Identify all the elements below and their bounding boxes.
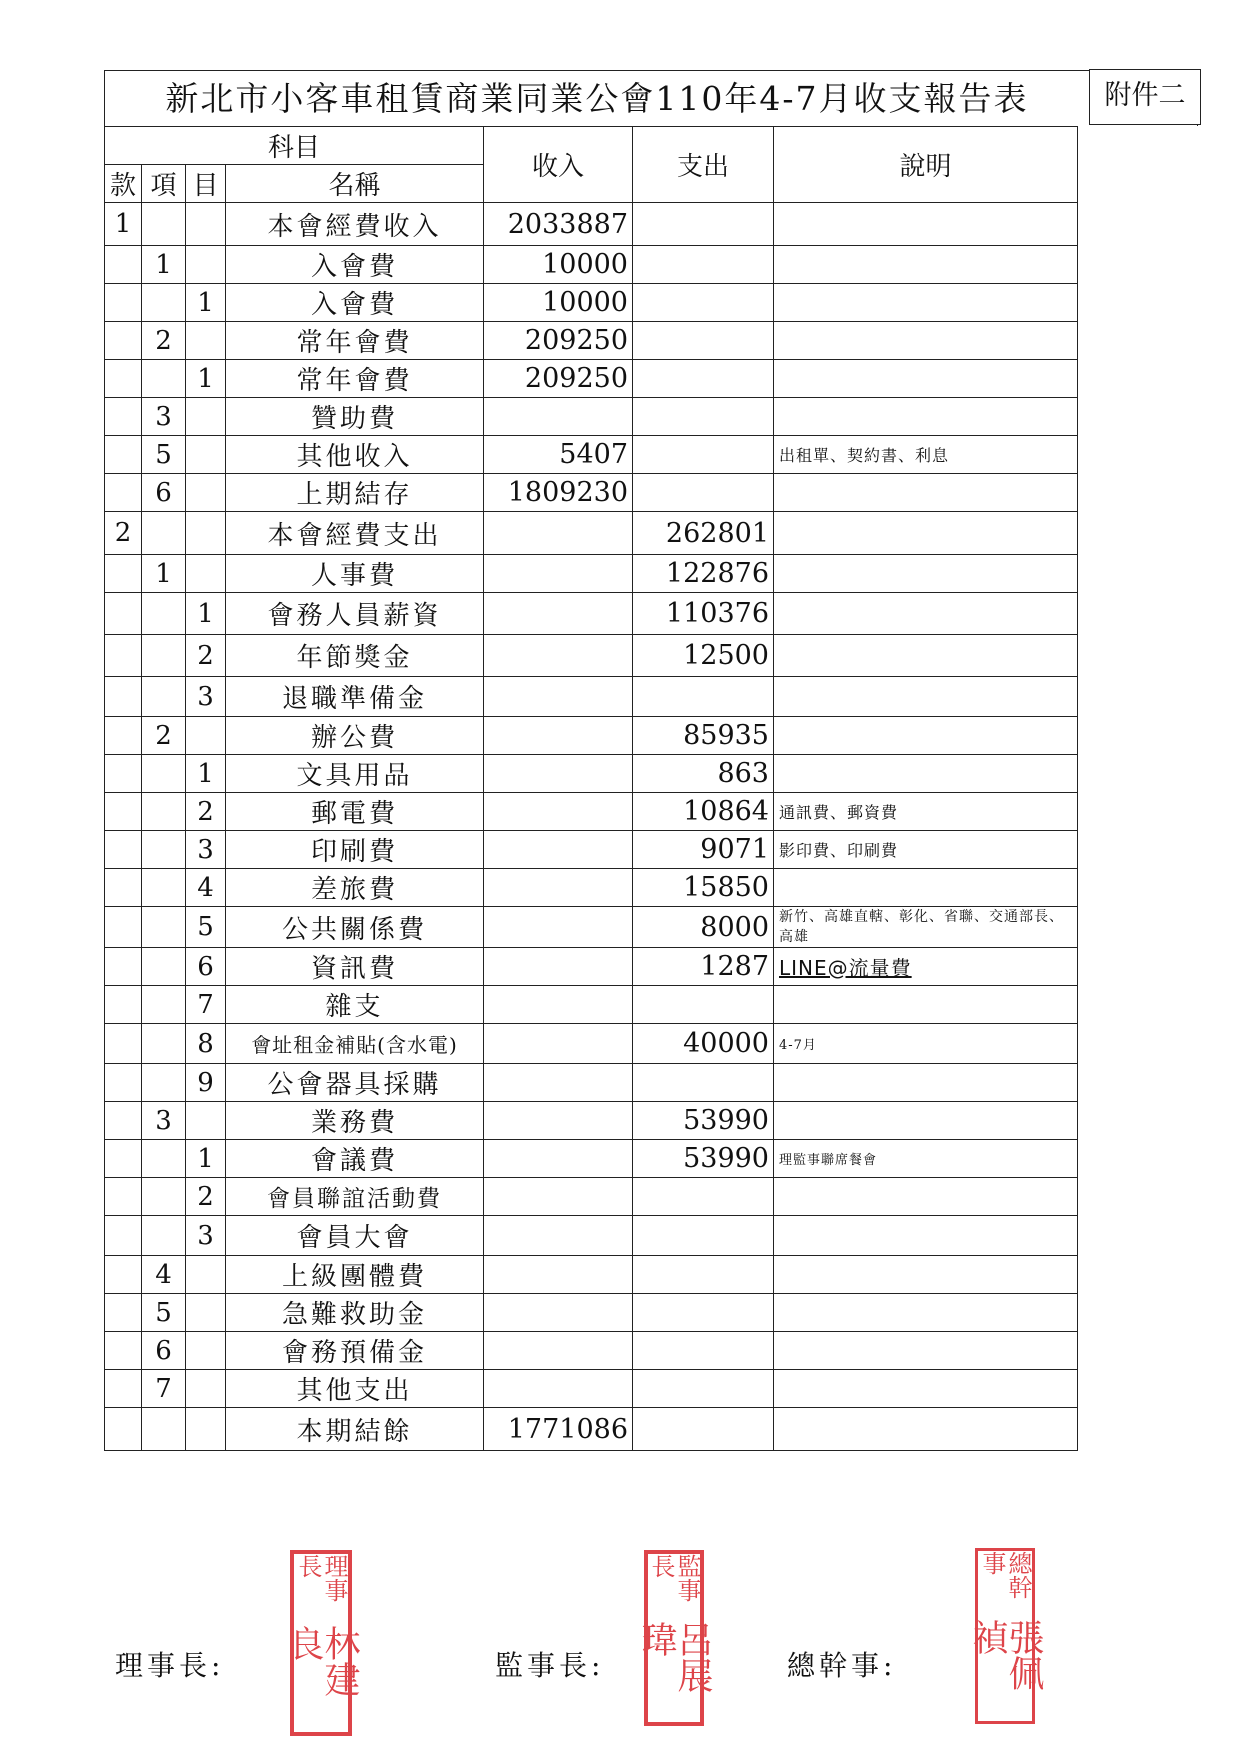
note-cell	[774, 555, 1078, 593]
name-cell: 其他收入	[226, 436, 484, 474]
kuan-cell	[105, 986, 142, 1024]
note-cell	[774, 593, 1078, 635]
note-cell	[774, 1256, 1078, 1294]
expense-cell: 85935	[633, 717, 774, 755]
xiang-cell	[142, 677, 186, 717]
income-cell	[484, 1178, 633, 1216]
mu-cell	[186, 1256, 226, 1294]
xiang-cell	[142, 593, 186, 635]
expense-cell	[633, 1408, 774, 1451]
note-cell	[774, 1294, 1078, 1332]
note-cell	[774, 1332, 1078, 1370]
income-cell	[484, 1064, 633, 1102]
table-row	[105, 1024, 1078, 1064]
kuan-cell: 1	[105, 203, 142, 246]
mu-cell: 8	[186, 1024, 226, 1064]
income-cell	[484, 512, 633, 555]
secretary-seal	[967, 1548, 1044, 1724]
mu-cell: 6	[186, 948, 226, 986]
income-cell	[484, 555, 633, 593]
name-cell: 業務費	[226, 1102, 484, 1140]
name-cell: 印刷費	[226, 831, 484, 869]
note-cell	[774, 869, 1078, 907]
income-cell: 2033887	[484, 203, 633, 246]
xiang-cell: 1	[142, 246, 186, 284]
supervisor-seal-title: 監事長	[647, 1554, 701, 1602]
xiang-cell	[142, 755, 186, 793]
xiang-cell	[142, 986, 186, 1024]
income-cell	[484, 1024, 633, 1064]
kuan-cell	[105, 793, 142, 831]
kuan-cell	[105, 246, 142, 284]
kuan-cell	[105, 869, 142, 907]
kuan-cell	[105, 1256, 142, 1294]
table-row	[105, 203, 1078, 246]
income-cell	[484, 1332, 633, 1370]
table-row	[105, 677, 1078, 717]
income-cell	[484, 677, 633, 717]
xiang-cell: 5	[142, 1294, 186, 1332]
kuan-cell	[105, 1370, 142, 1408]
mu-cell: 4	[186, 869, 226, 907]
table-row	[105, 1332, 1078, 1370]
header-subject: 科目	[105, 127, 484, 165]
expense-cell: 12500	[633, 635, 774, 677]
income-cell: 1771086	[484, 1408, 633, 1451]
xiang-cell: 2	[142, 717, 186, 755]
table-row	[105, 986, 1078, 1024]
table-row	[105, 246, 1078, 284]
note-cell	[774, 322, 1078, 360]
expense-cell	[633, 1178, 774, 1216]
xiang-cell	[142, 512, 186, 555]
kuan-cell	[105, 1332, 142, 1370]
xiang-cell	[142, 1216, 186, 1256]
note-cell	[774, 284, 1078, 322]
name-cell: 辦公費	[226, 717, 484, 755]
name-cell: 上級團體費	[226, 1256, 484, 1294]
xiang-cell: 5	[142, 436, 186, 474]
xiang-cell	[142, 203, 186, 246]
secretary-signature-label: 總幹事:	[787, 1649, 897, 1682]
mu-cell	[186, 203, 226, 246]
table-row	[105, 1370, 1078, 1408]
table-row	[105, 1064, 1078, 1102]
name-cell: 人事費	[226, 555, 484, 593]
mu-cell	[186, 717, 226, 755]
mu-cell	[186, 1370, 226, 1408]
income-cell: 10000	[484, 284, 633, 322]
kuan-cell	[105, 360, 142, 398]
expense-cell	[633, 986, 774, 1024]
income-cell	[484, 593, 633, 635]
note-cell: 新竹、高雄直轄、彰化、省聯、交通部長、高雄	[774, 907, 1078, 948]
table-row	[105, 360, 1078, 398]
kuan-cell	[105, 398, 142, 436]
expense-cell: 53990	[633, 1140, 774, 1178]
expense-cell: 8000	[633, 907, 774, 948]
kuan-cell	[105, 677, 142, 717]
kuan-cell	[105, 1294, 142, 1332]
header-xiang: 項	[142, 165, 186, 203]
income-cell	[484, 1256, 633, 1294]
income-cell	[484, 755, 633, 793]
name-cell: 其他支出	[226, 1370, 484, 1408]
income-cell	[484, 793, 633, 831]
income-cell	[484, 1140, 633, 1178]
mu-cell: 2	[186, 1178, 226, 1216]
expense-cell	[633, 322, 774, 360]
mu-cell	[186, 1102, 226, 1140]
name-cell: 會務預備金	[226, 1332, 484, 1370]
kuan-cell	[105, 555, 142, 593]
kuan-cell	[105, 948, 142, 986]
name-cell: 常年會費	[226, 322, 484, 360]
name-cell: 本會經費支出	[226, 512, 484, 555]
expense-cell: 863	[633, 755, 774, 793]
mu-cell: 1	[186, 360, 226, 398]
expense-cell: 53990	[633, 1102, 774, 1140]
mu-cell	[186, 398, 226, 436]
note-cell	[774, 1408, 1078, 1451]
note-cell	[774, 755, 1078, 793]
xiang-cell	[142, 1178, 186, 1216]
name-cell: 會議費	[226, 1140, 484, 1178]
note-cell	[774, 677, 1078, 717]
expense-cell	[633, 203, 774, 246]
note-cell	[774, 635, 1078, 677]
xiang-cell	[142, 1408, 186, 1451]
income-cell	[484, 948, 633, 986]
kuan-cell	[105, 1216, 142, 1256]
mu-cell: 5	[186, 907, 226, 948]
kuan-cell	[105, 284, 142, 322]
table-row	[105, 831, 1078, 869]
supervisor-signature-label: 監事長:	[495, 1649, 605, 1682]
secretary-seal-title: 總幹事	[978, 1551, 1032, 1599]
header-note: 說明	[774, 127, 1078, 203]
mu-cell	[186, 474, 226, 512]
expense-cell	[633, 246, 774, 284]
mu-cell: 3	[186, 677, 226, 717]
table-row	[105, 869, 1078, 907]
xiang-cell: 6	[142, 1332, 186, 1370]
income-cell	[484, 717, 633, 755]
note-cell	[774, 1370, 1078, 1408]
name-cell: 資訊費	[226, 948, 484, 986]
xiang-cell: 1	[142, 555, 186, 593]
note-cell	[774, 246, 1078, 284]
expense-cell: 15850	[633, 869, 774, 907]
mu-cell: 1	[186, 593, 226, 635]
mu-cell: 2	[186, 793, 226, 831]
income-cell	[484, 907, 633, 948]
xiang-cell	[142, 907, 186, 948]
header-kuan: 款	[105, 165, 142, 203]
note-cell	[774, 512, 1078, 555]
xiang-cell: 3	[142, 398, 186, 436]
note-cell	[774, 203, 1078, 246]
note-cell: 影印費、印刷費	[774, 831, 1078, 869]
mu-cell: 3	[186, 831, 226, 869]
mu-cell: 3	[186, 1216, 226, 1256]
name-cell: 雜支	[226, 986, 484, 1024]
secretary-seal-name: 張佩禎	[967, 1619, 1044, 1691]
document-title: 新北市小客車租賃商業同業公會110年4-7月收支報告表	[165, 79, 1029, 118]
kuan-cell	[105, 1064, 142, 1102]
note-cell	[774, 986, 1078, 1024]
kuan-cell: 2	[105, 512, 142, 555]
expense-cell: 110376	[633, 593, 774, 635]
xiang-cell	[142, 1024, 186, 1064]
header-mu: 目	[186, 165, 226, 203]
note-cell	[774, 360, 1078, 398]
attachment-label: 附件二	[1089, 69, 1201, 125]
name-cell: 年節獎金	[226, 635, 484, 677]
xiang-cell	[142, 948, 186, 986]
xiang-cell: 6	[142, 474, 186, 512]
kuan-cell	[105, 1024, 142, 1064]
name-cell: 入會費	[226, 284, 484, 322]
expense-cell	[633, 1216, 774, 1256]
name-cell: 入會費	[226, 246, 484, 284]
name-cell: 贊助費	[226, 398, 484, 436]
kuan-cell	[105, 593, 142, 635]
table-row	[105, 1256, 1078, 1294]
mu-cell	[186, 322, 226, 360]
mu-cell: 7	[186, 986, 226, 1024]
income-cell	[484, 1294, 633, 1332]
expense-cell: 9071	[633, 831, 774, 869]
name-cell: 公共關係費	[226, 907, 484, 948]
kuan-cell	[105, 1102, 142, 1140]
signature-area	[0, 1640, 1241, 1700]
name-cell: 文具用品	[226, 755, 484, 793]
expense-cell	[633, 398, 774, 436]
table-row	[105, 1102, 1078, 1140]
xiang-cell	[142, 635, 186, 677]
name-cell: 上期結存	[226, 474, 484, 512]
note-cell	[774, 1216, 1078, 1256]
xiang-cell: 3	[142, 1102, 186, 1140]
name-cell: 會員聯誼活動費	[226, 1178, 484, 1216]
name-cell: 會址租金補貼(含水電)	[226, 1024, 484, 1064]
xiang-cell	[142, 1140, 186, 1178]
mu-cell: 1	[186, 1140, 226, 1178]
name-cell: 本會經費收入	[226, 203, 484, 246]
mu-cell	[186, 1332, 226, 1370]
table-row	[105, 948, 1078, 986]
note-cell	[774, 1102, 1078, 1140]
expense-cell	[633, 677, 774, 717]
table-row	[105, 1140, 1078, 1178]
income-cell	[484, 1216, 633, 1256]
expense-cell	[633, 1294, 774, 1332]
note-cell	[774, 398, 1078, 436]
note-cell: 理監事聯席餐會	[774, 1140, 1078, 1178]
note-cell: 通訊費、郵資費	[774, 793, 1078, 831]
kuan-cell	[105, 755, 142, 793]
chairman-signature-label: 理事長:	[115, 1649, 225, 1682]
income-cell: 5407	[484, 436, 633, 474]
name-cell: 會員大會	[226, 1216, 484, 1256]
mu-cell	[186, 1408, 226, 1451]
mu-cell	[186, 1294, 226, 1332]
income-cell	[484, 986, 633, 1024]
income-cell	[484, 831, 633, 869]
mu-cell: 1	[186, 284, 226, 322]
kuan-cell	[105, 474, 142, 512]
supervisor-seal-name: 呂展瑋	[636, 1621, 713, 1694]
note-cell: 4-7月	[774, 1024, 1078, 1064]
income-cell: 10000	[484, 246, 633, 284]
expense-cell	[633, 1332, 774, 1370]
expense-cell: 40000	[633, 1024, 774, 1064]
expense-cell: 262801	[633, 512, 774, 555]
income-cell	[484, 1102, 633, 1140]
kuan-cell	[105, 1140, 142, 1178]
name-cell: 郵電費	[226, 793, 484, 831]
kuan-cell	[105, 1178, 142, 1216]
expense-cell	[633, 284, 774, 322]
supervisor-seal	[636, 1550, 713, 1726]
table-row	[105, 635, 1078, 677]
income-cell	[484, 869, 633, 907]
chairman-seal-title: 理事長	[294, 1554, 348, 1602]
expense-cell	[633, 1256, 774, 1294]
name-cell: 退職準備金	[226, 677, 484, 717]
xiang-cell	[142, 360, 186, 398]
income-cell: 1809230	[484, 474, 633, 512]
kuan-cell	[105, 907, 142, 948]
kuan-cell	[105, 322, 142, 360]
expense-cell: 10864	[633, 793, 774, 831]
name-cell: 會務人員薪資	[226, 593, 484, 635]
table-row	[105, 717, 1078, 755]
chairman-seal	[283, 1550, 360, 1736]
table-row	[105, 1294, 1078, 1332]
chairman-seal-name: 林建良	[283, 1625, 360, 1698]
table-row	[105, 436, 1078, 474]
name-cell: 常年會費	[226, 360, 484, 398]
note-cell	[774, 474, 1078, 512]
header-name: 名稱	[226, 165, 484, 203]
mu-cell	[186, 436, 226, 474]
table-row	[105, 593, 1078, 635]
expense-cell	[633, 1064, 774, 1102]
expense-cell: 122876	[633, 555, 774, 593]
xiang-cell	[142, 831, 186, 869]
table-row	[105, 1408, 1078, 1451]
note-cell	[774, 717, 1078, 755]
income-cell	[484, 1370, 633, 1408]
table-row	[105, 512, 1078, 555]
mu-cell: 9	[186, 1064, 226, 1102]
name-cell: 差旅費	[226, 869, 484, 907]
name-cell: 公會器具採購	[226, 1064, 484, 1102]
mu-cell: 1	[186, 755, 226, 793]
name-cell: 本期結餘	[226, 1408, 484, 1451]
expense-cell: 1287	[633, 948, 774, 986]
mu-cell	[186, 246, 226, 284]
xiang-cell	[142, 793, 186, 831]
note-cell	[774, 1178, 1078, 1216]
table-row	[105, 1178, 1078, 1216]
kuan-cell	[105, 635, 142, 677]
kuan-cell	[105, 831, 142, 869]
income-expense-table	[104, 126, 1078, 1451]
expense-cell	[633, 1370, 774, 1408]
table-row	[105, 755, 1078, 793]
name-cell: 急難救助金	[226, 1294, 484, 1332]
note-cell: LINE@流量費	[774, 948, 1078, 986]
table-row	[105, 398, 1078, 436]
xiang-cell	[142, 284, 186, 322]
xiang-cell	[142, 869, 186, 907]
mu-cell: 2	[186, 635, 226, 677]
header-income: 收入	[484, 127, 633, 203]
table-row	[105, 284, 1078, 322]
kuan-cell	[105, 717, 142, 755]
kuan-cell	[105, 1408, 142, 1451]
income-cell: 209250	[484, 322, 633, 360]
mu-cell	[186, 555, 226, 593]
xiang-cell: 7	[142, 1370, 186, 1408]
xiang-cell: 2	[142, 322, 186, 360]
note-cell	[774, 1064, 1078, 1102]
table-row	[105, 1216, 1078, 1256]
table-row	[105, 793, 1078, 831]
table-row	[105, 322, 1078, 360]
expense-cell	[633, 360, 774, 398]
mu-cell	[186, 512, 226, 555]
xiang-cell: 4	[142, 1256, 186, 1294]
table-row	[105, 907, 1078, 948]
table-row	[105, 474, 1078, 512]
expense-cell	[633, 474, 774, 512]
note-cell: 出租單、契約書、利息	[774, 436, 1078, 474]
income-cell	[484, 398, 633, 436]
xiang-cell	[142, 1064, 186, 1102]
kuan-cell	[105, 436, 142, 474]
income-cell	[484, 635, 633, 677]
expense-cell	[633, 436, 774, 474]
header-expense: 支出	[633, 127, 774, 203]
document-title-bar	[104, 70, 1198, 126]
income-cell: 209250	[484, 360, 633, 398]
table-row	[105, 555, 1078, 593]
